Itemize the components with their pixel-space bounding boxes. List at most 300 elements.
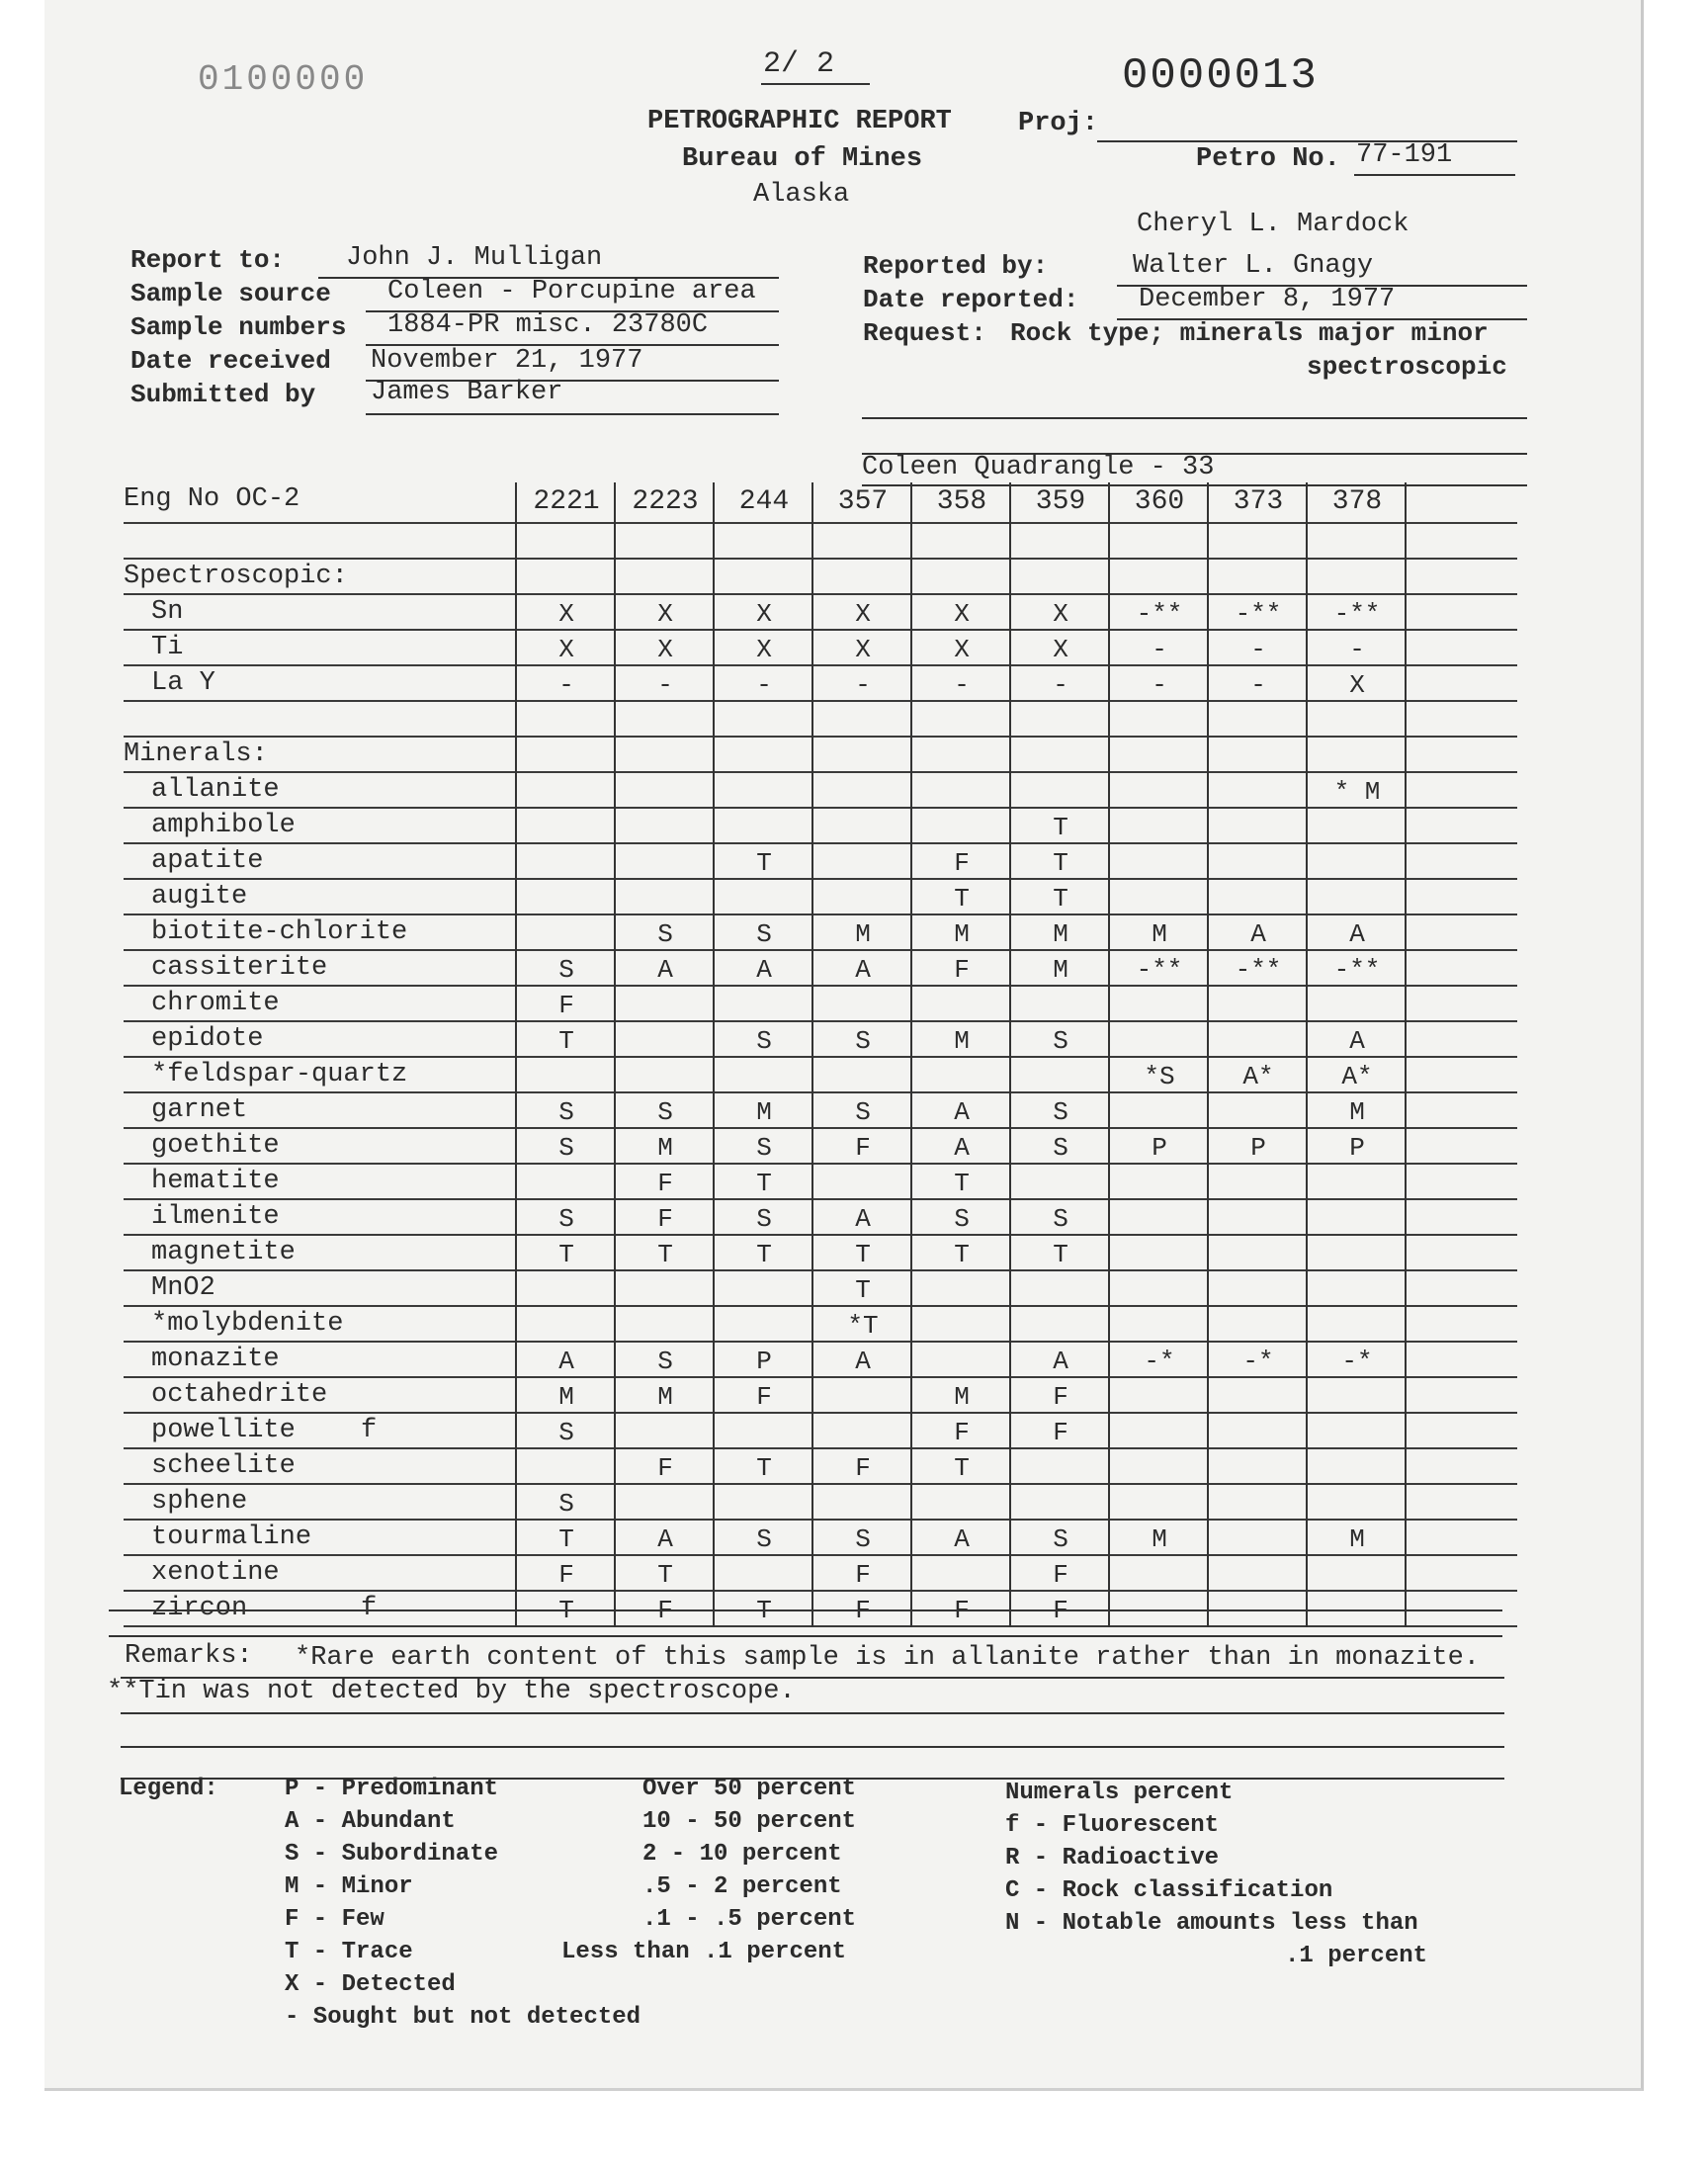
date-reported-value: December 8, 1977 xyxy=(1139,285,1396,314)
table-cell: F xyxy=(558,991,574,1020)
table-cell xyxy=(1209,1485,1308,1519)
table-cell: A* xyxy=(1341,1062,1373,1091)
table-cell xyxy=(517,880,616,914)
legend-note: .1 percent xyxy=(1285,1943,1428,1969)
legend-range: Over 50 percent xyxy=(642,1776,857,1802)
table-cell: T xyxy=(1053,884,1068,914)
table-cell: A xyxy=(855,1204,871,1234)
legend-range: Less than .1 percent xyxy=(561,1939,847,1965)
legend-note: R - Radioactive xyxy=(1005,1845,1220,1871)
request-line-2: spectroscopic xyxy=(1307,352,1507,382)
table-cell xyxy=(616,773,715,807)
table-cell: S xyxy=(1053,1524,1068,1554)
table-row xyxy=(124,1200,1517,1236)
table-cell xyxy=(813,809,912,842)
table-cell: X xyxy=(855,635,871,664)
table-cell xyxy=(1209,773,1308,807)
legend-note: f - Fluorescent xyxy=(1005,1812,1220,1839)
table-row xyxy=(124,1165,1517,1200)
table-cell xyxy=(715,1485,813,1519)
agency-name: Bureau of Mines xyxy=(682,144,923,174)
submitted-by-value: James Barker xyxy=(371,378,563,407)
table-cell: S xyxy=(558,1133,574,1163)
row-label: biotite-chlorite xyxy=(151,917,408,947)
minerals-heading-row xyxy=(124,738,1517,773)
table-cell: T xyxy=(1053,848,1068,878)
column-divider xyxy=(1207,482,1209,1627)
table-row xyxy=(124,1129,1517,1165)
sample-numbers-label: Sample numbers xyxy=(130,312,347,342)
table-cell: A xyxy=(1349,919,1365,949)
blank-row xyxy=(124,702,1517,738)
row-label: chromite xyxy=(151,989,280,1018)
table-cell: F xyxy=(954,955,970,985)
table-row xyxy=(124,1307,1517,1343)
legend-symbol: S - Subordinate xyxy=(285,1841,499,1868)
column-header: 244 xyxy=(738,486,790,517)
spectroscopic-heading-row xyxy=(124,560,1517,595)
table-cell xyxy=(1308,1200,1407,1234)
table-row xyxy=(124,1093,1517,1129)
table-cell: F xyxy=(756,1382,772,1412)
table-cell: F xyxy=(954,1418,970,1447)
row-label: *feldspar-quartz xyxy=(151,1060,408,1089)
table-cell xyxy=(813,773,912,807)
table-cell: T xyxy=(954,1240,970,1269)
table-cell: A xyxy=(558,1347,574,1376)
table-cell xyxy=(517,1449,616,1483)
column-header: 2221 xyxy=(533,486,600,517)
legend-symbol: - Sought but not detected xyxy=(285,2004,641,2031)
table-row xyxy=(124,844,1517,880)
table-cell: T xyxy=(756,1453,772,1483)
table-cell: *S xyxy=(1144,1062,1175,1091)
row-label: cassiterite xyxy=(151,953,328,983)
table-cell xyxy=(616,1022,715,1056)
table-cell xyxy=(912,773,1011,807)
table-cell: F xyxy=(1053,1560,1068,1590)
table-cell: X xyxy=(1053,635,1068,664)
table-cell xyxy=(1308,1378,1407,1412)
table-cell xyxy=(1110,1093,1209,1127)
table-cell: -* xyxy=(1144,1347,1175,1376)
column-divider xyxy=(713,482,715,1627)
document-number: 0000013 xyxy=(1122,51,1319,101)
column-divider xyxy=(811,482,813,1627)
table-row xyxy=(124,1378,1517,1414)
row-label: Sn xyxy=(151,597,184,627)
table-cell xyxy=(1308,1307,1407,1341)
row-label: amphibole xyxy=(151,811,296,840)
table-cell: S xyxy=(558,1097,574,1127)
table-cell: S xyxy=(657,1097,673,1127)
mineral-table xyxy=(124,482,1517,1627)
table-cell: S xyxy=(756,1524,772,1554)
table-cell xyxy=(616,844,715,878)
table-row xyxy=(124,1449,1517,1485)
table-cell: T xyxy=(855,1275,871,1305)
table-cell: - xyxy=(1349,635,1365,664)
table-row xyxy=(124,631,1517,666)
table-cell: T xyxy=(558,1596,574,1625)
row-label: xenotine xyxy=(151,1558,280,1588)
table-cell: F xyxy=(954,1596,970,1625)
table-cell: X xyxy=(657,635,673,664)
table-cell xyxy=(912,1058,1011,1091)
row-label: epidote xyxy=(151,1024,264,1054)
table-cell: T xyxy=(954,884,970,914)
table-cell xyxy=(813,1414,912,1447)
table-cell xyxy=(715,1556,813,1590)
report-to-label: Report to: xyxy=(130,245,286,275)
row-label: sphene xyxy=(151,1487,248,1517)
table-cell xyxy=(1209,1556,1308,1590)
minerals-heading: Minerals: xyxy=(124,740,268,769)
legend-symbol: A - Abundant xyxy=(285,1808,456,1835)
table-cell xyxy=(813,1165,912,1198)
table-cell xyxy=(1110,1022,1209,1056)
date-received-value: November 21, 1977 xyxy=(371,346,643,376)
table-cell xyxy=(517,773,616,807)
legend-range: 2 - 10 percent xyxy=(642,1841,842,1868)
table-cell: -** xyxy=(1136,599,1183,629)
table-cell: F xyxy=(954,848,970,878)
reported-by-secondary: Cheryl L. Mardock xyxy=(1137,210,1409,239)
table-cell xyxy=(1110,1271,1209,1305)
column-header: 357 xyxy=(837,486,889,517)
report-to-value: John J. Mulligan xyxy=(346,243,603,273)
table-cell xyxy=(715,773,813,807)
row-label: allanite xyxy=(151,775,280,805)
table-cell xyxy=(1308,1556,1407,1590)
table-cell xyxy=(1110,1200,1209,1234)
table-cell xyxy=(715,987,813,1020)
table-cell: F xyxy=(657,1204,673,1234)
table-cell xyxy=(1011,987,1110,1020)
table-cell xyxy=(1209,844,1308,878)
column-divider xyxy=(1108,482,1110,1627)
table-row xyxy=(124,809,1517,844)
column-divider xyxy=(910,482,912,1627)
table-cell: S xyxy=(855,1097,871,1127)
table-cell xyxy=(912,1343,1011,1376)
table-cell: A xyxy=(954,1097,970,1127)
table-cell: M xyxy=(1349,1524,1365,1554)
request-line-1: Rock type; minerals major minor xyxy=(1010,318,1489,348)
legend-symbol: X - Detected xyxy=(285,1971,456,1998)
table-cell xyxy=(813,1378,912,1412)
table-cell: A xyxy=(954,1133,970,1163)
table-cell: X xyxy=(1349,670,1365,700)
table-cell xyxy=(1209,1521,1308,1554)
table-cell: F xyxy=(1053,1382,1068,1412)
table-cell xyxy=(1110,1165,1209,1198)
table-cell xyxy=(1011,1165,1110,1198)
table-cell xyxy=(616,1414,715,1447)
table-cell: -** xyxy=(1333,955,1381,985)
row-label: Ti xyxy=(151,633,184,662)
table-cell: - xyxy=(1053,670,1068,700)
sample-source-value: Coleen - Porcupine area xyxy=(387,277,756,306)
table-cell xyxy=(1308,987,1407,1020)
table-row xyxy=(124,951,1517,987)
legend-symbol: P - Predominant xyxy=(285,1776,499,1802)
legend-label: Legend: xyxy=(119,1776,218,1802)
table-cell xyxy=(1308,1485,1407,1519)
table-cell: A xyxy=(756,955,772,985)
table-cell: T xyxy=(558,1240,574,1269)
row-label: hematite xyxy=(151,1167,280,1196)
table-cell: F xyxy=(657,1453,673,1483)
column-divider xyxy=(515,482,517,1627)
row-label: zircon xyxy=(151,1594,248,1623)
table-cell: M xyxy=(954,1382,970,1412)
table-cell xyxy=(813,844,912,878)
table-cell xyxy=(1209,1378,1308,1412)
stamp-number: 0100000 xyxy=(198,59,369,100)
page-indicator: 2/ 2 xyxy=(763,47,835,81)
table-cell xyxy=(1209,1271,1308,1305)
table-cell xyxy=(912,1556,1011,1590)
table-cell: -* xyxy=(1341,1347,1373,1376)
table-cell xyxy=(517,1165,616,1198)
table-cell: F xyxy=(1053,1596,1068,1625)
table-cell: F xyxy=(657,1169,673,1198)
table-cell: M xyxy=(657,1382,673,1412)
column-header: 2223 xyxy=(632,486,699,517)
table-row xyxy=(124,880,1517,915)
table-row xyxy=(124,773,1517,809)
table-cell xyxy=(616,1307,715,1341)
request-label: Request: xyxy=(863,318,986,348)
legend-range: 10 - 50 percent xyxy=(642,1808,857,1835)
table-cell xyxy=(912,1307,1011,1341)
row-label: octahedrite xyxy=(151,1380,328,1410)
table-cell xyxy=(1209,987,1308,1020)
table-cell: S xyxy=(558,1418,574,1447)
table-cell: T xyxy=(657,1240,673,1269)
table-cell xyxy=(715,809,813,842)
legend-symbol: M - Minor xyxy=(285,1873,413,1900)
column-header: 373 xyxy=(1233,486,1284,517)
table-cell xyxy=(1308,1236,1407,1269)
table-cell: F xyxy=(657,1596,673,1625)
legend-range: .1 - .5 percent xyxy=(642,1906,857,1933)
column-header: 360 xyxy=(1134,486,1185,517)
table-cell xyxy=(1110,1414,1209,1447)
fluorescent-flag: f xyxy=(361,1594,378,1623)
table-row xyxy=(124,987,1517,1022)
table-cell xyxy=(813,987,912,1020)
remarks-line-2: **Tin was not detected by the spectroscope. xyxy=(107,1677,796,1706)
table-cell: F xyxy=(855,1133,871,1163)
table-cell: F xyxy=(855,1596,871,1625)
table-cell xyxy=(1011,773,1110,807)
table-row xyxy=(124,595,1517,631)
table-cell xyxy=(1209,809,1308,842)
table-cell: M xyxy=(756,1097,772,1127)
table-cell xyxy=(1308,844,1407,878)
table-cell xyxy=(912,1485,1011,1519)
column-divider xyxy=(1009,482,1011,1627)
table-cell xyxy=(517,1271,616,1305)
table-cell: S xyxy=(954,1204,970,1234)
table-cell: S xyxy=(1053,1097,1068,1127)
spectroscopic-heading: Spectroscopic: xyxy=(124,562,348,591)
row-label: tourmaline xyxy=(151,1522,312,1552)
table-cell xyxy=(1308,1271,1407,1305)
legend-note: Numerals percent xyxy=(1005,1780,1234,1806)
proj-label: Proj: xyxy=(1018,109,1099,138)
table-cell: S xyxy=(558,955,574,985)
table-cell xyxy=(616,809,715,842)
table-cell: T xyxy=(1053,1240,1068,1269)
table-cell xyxy=(1011,1485,1110,1519)
table-cell: S xyxy=(756,1026,772,1056)
reported-by-value: Walter L. Gnagy xyxy=(1133,251,1374,281)
table-cell: A xyxy=(1250,919,1266,949)
table-cell: -** xyxy=(1235,599,1282,629)
table-cell xyxy=(912,987,1011,1020)
table-cell: S xyxy=(1053,1026,1068,1056)
table-cell: T xyxy=(657,1560,673,1590)
table-cell xyxy=(1209,1414,1308,1447)
table-cell xyxy=(715,1307,813,1341)
table-cell: A xyxy=(855,955,871,985)
row-label: apatite xyxy=(151,846,264,876)
submitted-by-label: Submitted by xyxy=(130,380,316,409)
column-header: 359 xyxy=(1035,486,1086,517)
row-label: goethite xyxy=(151,1131,280,1161)
sample-numbers-value: 1884-PR misc. 23780C xyxy=(387,310,709,340)
table-cell xyxy=(1209,1449,1308,1483)
table-row xyxy=(124,1521,1517,1556)
table-cell: X xyxy=(558,635,574,664)
table-cell: - xyxy=(1250,635,1266,664)
table-row xyxy=(124,1485,1517,1521)
table-cell: A xyxy=(855,1347,871,1376)
table-row xyxy=(124,666,1517,702)
table-cell: T xyxy=(954,1169,970,1198)
table-cell: - xyxy=(1152,670,1167,700)
table-cell xyxy=(715,1271,813,1305)
table-cell: M xyxy=(1053,919,1068,949)
table-cell xyxy=(1011,1271,1110,1305)
table-cell: M xyxy=(954,919,970,949)
report-title: PETROGRAPHIC REPORT xyxy=(647,107,952,136)
legend-symbol: T - Trace xyxy=(285,1939,413,1965)
date-reported-label: Date reported: xyxy=(863,285,1079,314)
table-cell: - xyxy=(1152,635,1167,664)
table-cell: T xyxy=(855,1240,871,1269)
table-cell: A xyxy=(657,955,673,985)
table-cell xyxy=(616,880,715,914)
table-cell: S xyxy=(558,1204,574,1234)
petro-label: Petro No. xyxy=(1196,144,1340,174)
table-cell: P xyxy=(1250,1133,1266,1163)
table-cell: M xyxy=(1349,1097,1365,1127)
table-cell xyxy=(1308,809,1407,842)
row-label: ilmenite xyxy=(151,1202,280,1232)
table-cell: S xyxy=(855,1026,871,1056)
table-cell: A* xyxy=(1242,1062,1274,1091)
legend-note: N - Notable amounts less than xyxy=(1005,1910,1418,1937)
row-label: magnetite xyxy=(151,1238,296,1267)
table-cell xyxy=(1110,809,1209,842)
remarks-line-1: *Rare earth content of this sample is in allanite rather than in monazite. xyxy=(295,1643,1480,1673)
table-cell xyxy=(1209,1592,1308,1625)
row-label: powellite xyxy=(151,1416,296,1445)
table-cell: A xyxy=(1349,1026,1365,1056)
table-cell: - xyxy=(855,670,871,700)
table-cell: T xyxy=(756,1169,772,1198)
table-cell: - xyxy=(756,670,772,700)
table-cell xyxy=(912,1271,1011,1305)
table-cell: S xyxy=(1053,1133,1068,1163)
table-cell: X xyxy=(954,635,970,664)
table-row xyxy=(124,1236,1517,1271)
table-cell xyxy=(715,1058,813,1091)
row-label: *molybdenite xyxy=(151,1309,344,1339)
column-header: 358 xyxy=(936,486,987,517)
table-cell xyxy=(1110,844,1209,878)
table-cell xyxy=(1011,1449,1110,1483)
table-cell xyxy=(1011,1307,1110,1341)
table-cell: M xyxy=(954,1026,970,1056)
table-cell: M xyxy=(558,1382,574,1412)
table-cell xyxy=(1110,1449,1209,1483)
table-cell: *T xyxy=(847,1311,879,1341)
table-cell xyxy=(517,1058,616,1091)
column-header: 378 xyxy=(1331,486,1383,517)
table-cell: T xyxy=(558,1026,574,1056)
legend-note: C - Rock classification xyxy=(1005,1877,1333,1904)
table-cell xyxy=(616,1271,715,1305)
state-name: Alaska xyxy=(753,180,850,210)
table-cell: T xyxy=(756,848,772,878)
table-cell: F xyxy=(558,1560,574,1590)
table-cell: -** xyxy=(1333,599,1381,629)
table-cell xyxy=(1209,880,1308,914)
table-cell xyxy=(616,1485,715,1519)
table-cell xyxy=(715,880,813,914)
legend-symbol: F - Few xyxy=(285,1906,384,1933)
table-cell xyxy=(1110,880,1209,914)
table-row xyxy=(124,1271,1517,1307)
table-cell: F xyxy=(1053,1418,1068,1447)
table-row xyxy=(124,915,1517,951)
table-cell: -* xyxy=(1242,1347,1274,1376)
table-cell: S xyxy=(855,1524,871,1554)
table-cell xyxy=(517,915,616,949)
table-cell xyxy=(1110,1485,1209,1519)
row-label: augite xyxy=(151,882,248,912)
table-cell xyxy=(912,809,1011,842)
table-cell xyxy=(1209,1200,1308,1234)
table-cell xyxy=(813,880,912,914)
table-cell: - xyxy=(657,670,673,700)
table-cell xyxy=(1209,1307,1308,1341)
table-cell xyxy=(1308,1165,1407,1198)
table-cell: X xyxy=(756,635,772,664)
table-cell: S xyxy=(756,1204,772,1234)
table-cell xyxy=(1110,1307,1209,1341)
table-cell: F xyxy=(855,1560,871,1590)
eng-number: Eng No OC-2 xyxy=(124,484,300,514)
table-cell: T xyxy=(558,1524,574,1554)
table-cell: T xyxy=(1053,813,1068,842)
table-cell: - xyxy=(954,670,970,700)
